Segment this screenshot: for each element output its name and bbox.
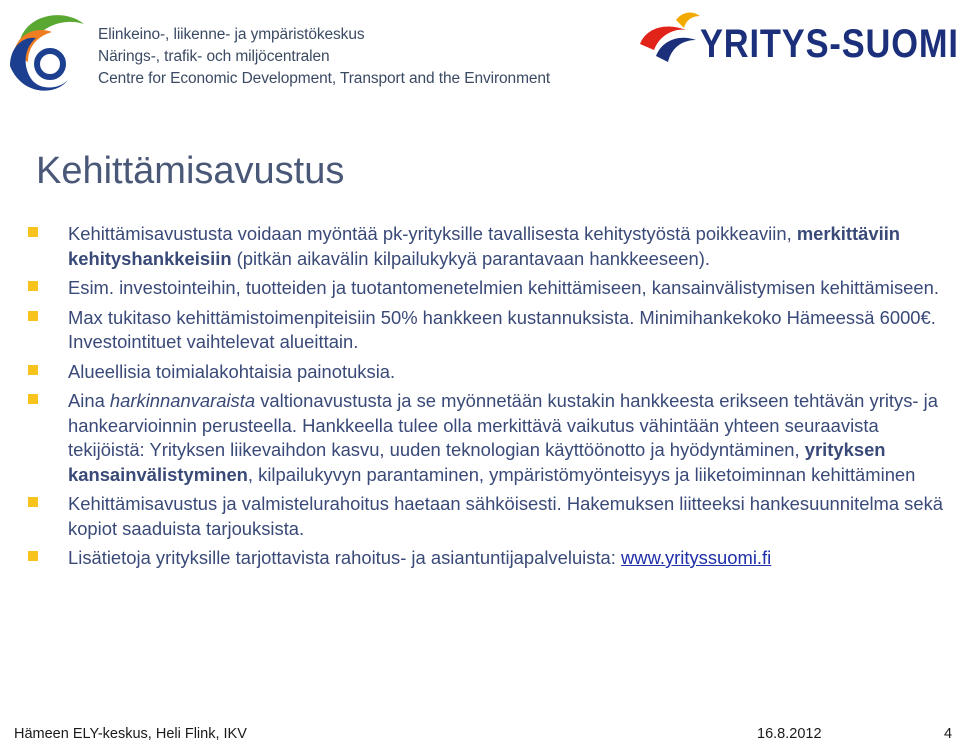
- bullet-item: Lisätietoja yrityksille tarjottavista rahoitus- ja asiantuntijapalveluista: www.yrityssuomi.fi: [28, 546, 953, 571]
- ely-centre-names: [98, 24, 550, 90]
- ely-name-english: Centre for Economic Development, Transport and the Environment: [98, 70, 551, 87]
- bullet-marker-icon: [28, 227, 38, 237]
- footer-date: 16.8.2012: [757, 726, 822, 742]
- footer-author: Hämeen ELY-keskus, Heli Flink, IKV: [14, 726, 247, 742]
- bullet-item: Kehittämisavustus ja valmistelurahoitus haetaan sähköisesti. Hakemuksen liitteeksi hankesuunnitelma sekä kopiot saaduista tarjouksista.: [28, 492, 953, 541]
- slide-footer: [0, 726, 959, 744]
- slide-header: [0, 0, 959, 100]
- ely-name-finnish: Elinkeino-, liikenne- ja ympäristökeskus: [98, 26, 365, 43]
- yritys-suomi-logo: YRITYS-SUOMI: [700, 22, 959, 66]
- yrityssuomi-link[interactable]: www.yrityssuomi.fi: [621, 547, 772, 568]
- bold-text: merkittäviin kehityshankkeisiin: [68, 223, 901, 269]
- bullet-item: Aina harkinnanvaraista valtionavustusta ja se myönnetään kustakin hankkeesta erikseen tehtävän yritys- ja hankearvioinnin perusteella. Hankkeella tulee olla merkittävä vaikutus vähintään yhteen seuraavista tekijöistä: Yrityksen liikevaihdon kasvu, uuden teknologian käyttöönotto ja hyödyntäminen, yrityksen kansainvälistyminen, kilpailukyvyn parantaminen, ympäristömyönteisyys ja liiketoiminnan kehittäminen: [28, 389, 953, 487]
- bold-text: yrityksen kansainvälistyminen: [68, 439, 886, 485]
- bullet-list: [28, 222, 953, 576]
- bullet-item: Alueellisia toimialakohtaisia painotuksia.: [28, 360, 953, 385]
- ely-centre-logo: [6, 10, 88, 94]
- bullet-marker-icon: [28, 551, 38, 561]
- page-number: 4: [944, 726, 953, 742]
- bullet-marker-icon: [28, 365, 38, 375]
- bullet-marker-icon: [28, 394, 38, 404]
- slide-title: Kehittämisavustus: [36, 150, 345, 192]
- bullet-item: Kehittämisavustusta voidaan myöntää pk-yrityksille tavallisesta kehitystyöstä poikkeaviin, merkittäviin kehityshankkeisiin (pitkän aikavälin kilpailukykyä parantavaan hankkeeseen).: [28, 222, 953, 271]
- bullet-item: Max tukitaso kehittämistoimenpiteisiin 50% hankkeen kustannuksista. Minimihankekoko Hämeessä 6000€. Investointituet vaihtelevat alueittain.: [28, 306, 953, 355]
- bullet-marker-icon: [28, 497, 38, 507]
- bullet-marker-icon: [28, 311, 38, 321]
- bullet-marker-icon: [28, 281, 38, 291]
- ely-name-swedish: Närings-, trafik- och miljöcentralen: [98, 48, 330, 65]
- italic-text: harkinnanvaraista: [109, 390, 256, 411]
- bullet-item: Esim. investointeihin, tuotteiden ja tuotantomenetelmien kehittämiseen, kansainvälistymisen kehittämiseen.: [28, 276, 953, 301]
